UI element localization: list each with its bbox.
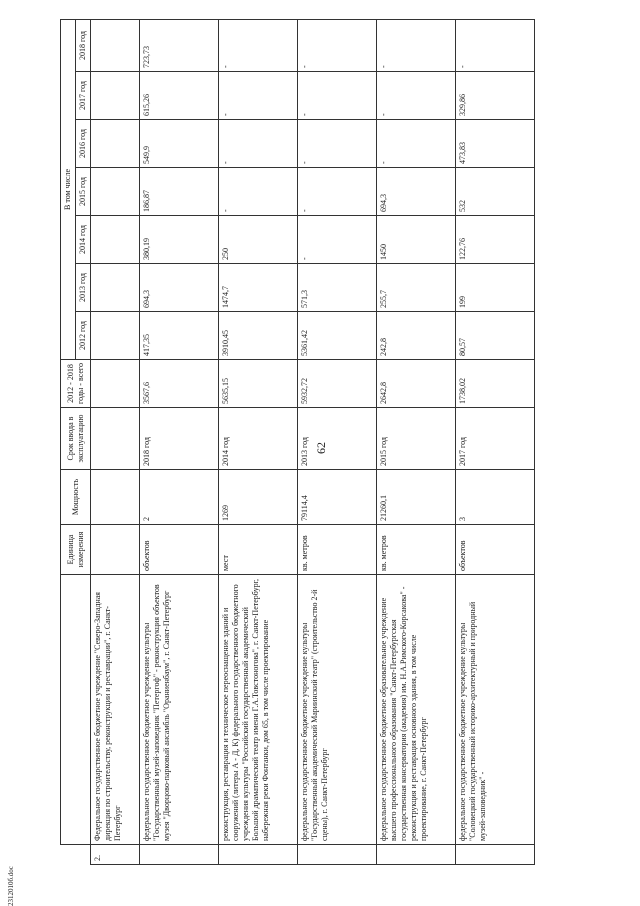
total-cell: 5932,72 [298, 360, 377, 408]
commissioning-cell: 2018 год [140, 408, 219, 470]
year-cell: 186,87 [140, 168, 219, 216]
header-unit: Единица измерения [61, 525, 91, 575]
header-commissioning: Срок ввода в эксплуатацию [61, 408, 91, 470]
year-cell: 694,3 [140, 264, 219, 312]
capacity-cell: 79114,4 [298, 470, 377, 525]
year-cell: - [377, 72, 456, 120]
capacity-cell: 3 [456, 470, 535, 525]
project-name: реконструкция, реставрация и техническое переоснащение зданий и сооружений (литеры А - Д, К) федерального государственного бюджетного учреждения культуры "Российский государственный академический Большой драматический театр имени Г.А.Товстоногова", г. Санкт-Петербург, набережная реки Фонтанки, дом 65, в том числе проектирование [219, 575, 298, 845]
budget-table-sheet [60, 20, 560, 865]
year-cell: 615,26 [140, 72, 219, 120]
commissioning-cell: 2015 год [377, 408, 456, 470]
year-cell: 3910,45 [219, 312, 298, 360]
unit-cell: кв. метров [298, 525, 377, 575]
table-row [140, 19, 219, 864]
year-cell: - [456, 19, 535, 71]
header-year: 2018 год [76, 19, 91, 71]
project-name: федеральное государственное бюджетное учреждение культуры "Соловецкий государственный историко-архитектурный и природный музей-заповедник" - [456, 575, 535, 845]
year-cell: 1450 [377, 216, 456, 264]
section-number: 2. [91, 845, 140, 865]
year-cell: 694,3 [377, 168, 456, 216]
table-row [219, 19, 298, 864]
total-cell: 3567,6 [140, 360, 219, 408]
commissioning-cell: 2014 год [219, 408, 298, 470]
year-cell: 473,83 [456, 120, 535, 168]
project-name: федеральное государственное бюджетное образовательное учреждение высшего профессионального образования "Санкт-Петербургская государственная консерватория (академия) им. Н.А.Римского-Корсакова" - реконструкция и реставрация основного здания, в том числе проектирование, г. Санкт-Петербург [377, 575, 456, 845]
unit-cell: кв. метров [377, 525, 456, 575]
page-number: 62 [314, 442, 328, 454]
header-blank [61, 845, 91, 865]
capacity-cell: 21260,1 [377, 470, 456, 525]
table-row [456, 19, 535, 864]
header-total: 2012 - 2018 годы - всего [61, 360, 91, 408]
year-cell: 571,3 [298, 264, 377, 312]
section-title: Федеральное государственное бюджетное учреждение "Северо-Западная дирекция по строительству, реконструкции и реставрации", г. Санкт-Петербург [91, 575, 140, 845]
year-cell: - [298, 19, 377, 71]
year-cell: - [298, 168, 377, 216]
year-cell: 1474,7 [219, 264, 298, 312]
year-cell: 723,73 [140, 19, 219, 71]
total-cell: 2642,8 [377, 360, 456, 408]
year-cell: 549,9 [140, 120, 219, 168]
section-row [91, 19, 140, 864]
year-cell: 80,57 [456, 312, 535, 360]
table-row [377, 19, 456, 864]
unit-cell: мест [219, 525, 298, 575]
header-year: 2016 год [76, 120, 91, 168]
year-cell: 250 [219, 216, 298, 264]
capacity-cell: 2 [140, 470, 219, 525]
year-cell: - [377, 19, 456, 71]
total-cell: 5635,15 [219, 360, 298, 408]
project-name: федеральное государственное бюджетное учреждение культуры "Государственный академический Мариинский театр" (строительство 2-й сцены), г. Санкт-Петербург [298, 575, 377, 845]
unit-cell: объектов [456, 525, 535, 575]
header-year: 2017 год [76, 72, 91, 120]
header-year: 2012 год [76, 312, 91, 360]
header-year: 2013 год [76, 264, 91, 312]
year-cell: - [377, 120, 456, 168]
header-capacity: Мощность [61, 470, 91, 525]
year-cell: 532 [456, 168, 535, 216]
year-cell: - [298, 120, 377, 168]
year-cell: 242,8 [377, 312, 456, 360]
header-including: В том числе [61, 19, 76, 359]
document-footer: 2312010б.doc [7, 866, 15, 906]
year-cell: 380,19 [140, 216, 219, 264]
year-cell: - [219, 72, 298, 120]
year-cell: - [298, 216, 377, 264]
year-cell: 5361,42 [298, 312, 377, 360]
year-cell: - [219, 168, 298, 216]
year-cell: 122,76 [456, 216, 535, 264]
year-cell: - [219, 120, 298, 168]
project-name: федеральное государственное бюджетное учреждение культуры "Государственный музей-заповедник "Петергоф" - реконструкция объектов музея "Дворцово-парковый ансамбль "Ораниенбаум", г. Санкт-Петербург [140, 575, 219, 845]
header-year: 2015 год [76, 168, 91, 216]
budget-table [60, 19, 535, 865]
total-cell: 1738,02 [456, 360, 535, 408]
header-year: 2014 год [76, 216, 91, 264]
year-cell: 329,86 [456, 72, 535, 120]
table-row [298, 19, 377, 864]
commissioning-cell: 2017 год [456, 408, 535, 470]
unit-cell: объектов [140, 525, 219, 575]
year-cell: - [219, 19, 298, 71]
year-cell: 199 [456, 264, 535, 312]
year-cell: 255,7 [377, 264, 456, 312]
year-cell: - [298, 72, 377, 120]
header-name [61, 575, 91, 845]
year-cell: 417,35 [140, 312, 219, 360]
capacity-cell: 1269 [219, 470, 298, 525]
commissioning-cell: 2013 год [298, 408, 377, 470]
